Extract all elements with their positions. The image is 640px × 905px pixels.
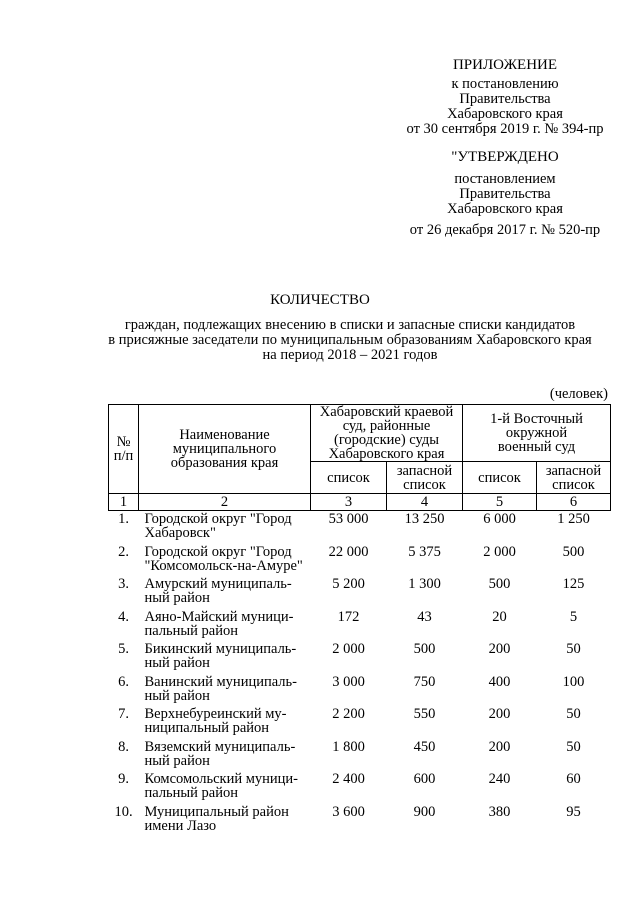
regional-reserve-value: 450 [413, 738, 436, 755]
row-number: 9. [118, 771, 129, 787]
military-list-value: 500 [488, 576, 511, 592]
regional-reserve-value: 750 [413, 673, 436, 690]
municipality-name: Аяно-Майский муници- пальный район [144, 608, 294, 639]
municipality-name: Верхнебуреинский му- ниципальный район [144, 706, 287, 736]
row-number: 2. [118, 543, 129, 560]
approved-header: "УТВЕРЖДЕНО [451, 149, 559, 165]
military-reserve-value: 50 [566, 641, 581, 657]
appendix-date: от 30 сентября 2019 г. № 394-пр [406, 121, 604, 137]
approved-line: Хабаровского края [447, 201, 563, 217]
row-number: 1. [118, 511, 129, 527]
municipality-name: Бикинский муниципаль- ный район [144, 641, 297, 671]
regional-list-value: 2 000 [332, 641, 365, 657]
column-number: 3 [311, 494, 387, 511]
military-list-value: 6 000 [483, 511, 516, 527]
regional-reserve-value: 1 300 [408, 576, 441, 592]
header-reserve: запасной список [537, 462, 611, 494]
municipality-name: Вяземский муниципаль- ный район [144, 738, 296, 769]
regional-list-value: 172 [337, 608, 360, 625]
approved-line: Правительства [459, 186, 551, 202]
regional-reserve-value: 600 [413, 771, 436, 787]
header-list: список [311, 462, 387, 494]
military-reserve-value: 50 [566, 738, 581, 755]
military-list-value: 400 [488, 673, 511, 690]
row-number: 10. [114, 803, 133, 820]
row-number: 4. [118, 608, 129, 625]
table-row [109, 772, 611, 805]
column-number: 2 [139, 494, 311, 511]
row-number: 8. [118, 738, 129, 755]
regional-reserve-value: 43 [417, 608, 432, 625]
military-list-value: 200 [488, 641, 511, 657]
military-list-value: 200 [488, 738, 511, 755]
regional-reserve-value: 13 250 [404, 511, 445, 527]
municipality-name: Городской округ "Город "Комсомольск-на-Амуре" [144, 543, 303, 574]
row-number: 7. [118, 706, 129, 722]
regional-list-value: 2 200 [332, 706, 365, 722]
military-reserve-value: 100 [562, 673, 585, 690]
subtitle-line: в присяжные заседатели по муниципальным образованиям Хабаровского края [108, 332, 592, 348]
row-number: 6. [118, 673, 129, 690]
military-reserve-value: 60 [566, 771, 581, 787]
table-row [109, 707, 611, 740]
military-reserve-value: 95 [566, 803, 581, 820]
header-list: список [463, 462, 537, 494]
table-row [109, 545, 611, 578]
appendix-line: Правительства [459, 91, 551, 107]
header-reserve: запасной список [387, 462, 463, 494]
subtitle-line: на период 2018 – 2021 годов [262, 347, 438, 363]
approved-line: постановлением [454, 171, 556, 187]
military-list-value: 20 [492, 608, 507, 625]
header-number: № п/п [109, 405, 139, 494]
military-reserve-value: 500 [562, 543, 585, 560]
regional-list-value: 53 000 [328, 511, 369, 527]
regional-list-value: 3 600 [332, 803, 365, 820]
appendix-block [395, 58, 615, 137]
juror-quota-table [108, 404, 611, 837]
municipality-name: Амурский муниципаль- ный район [144, 576, 292, 606]
column-number: 4 [387, 494, 463, 511]
appendix-header: ПРИЛОЖЕНИЕ [452, 57, 558, 73]
header-regional-court: Хабаровский краевой суд, районные (городские) суды Хабаровского края [311, 405, 463, 462]
military-list-value: 2 000 [483, 543, 516, 560]
column-number: 1 [109, 494, 139, 511]
table-row [109, 610, 611, 643]
appendix-line: Хабаровского края [447, 106, 563, 122]
appendix-line: к постановлению [451, 76, 559, 92]
military-reserve-value: 125 [562, 576, 585, 592]
table-row [109, 511, 611, 545]
document-title: КОЛИЧЕСТВО [270, 292, 370, 308]
row-number: 5. [118, 641, 129, 657]
regional-list-value: 22 000 [328, 543, 369, 560]
military-list-value: 200 [488, 706, 511, 722]
approved-block [395, 150, 615, 238]
municipality-name: Комсомольский муници- пальный район [144, 771, 299, 801]
regional-list-value: 1 800 [332, 738, 365, 755]
subtitle-line: граждан, подлежащих внесению в списки и запасные списки кандидатов [124, 317, 576, 333]
header-name: Наименование муниципального образования края [139, 405, 311, 494]
regional-list-value: 3 000 [332, 673, 365, 690]
table-row [109, 642, 611, 675]
column-number: 6 [537, 494, 611, 511]
regional-reserve-value: 5 375 [408, 543, 441, 560]
approved-date: от 26 декабря 2017 г. № 520-пр [409, 222, 601, 238]
row-number: 3. [118, 576, 129, 592]
military-reserve-value: 50 [566, 706, 581, 722]
regional-reserve-value: 500 [413, 641, 436, 657]
table-row [109, 675, 611, 708]
regional-reserve-value: 900 [413, 803, 436, 820]
header-military-court: 1-й Восточный окружной военный суд [463, 405, 611, 462]
table-row [109, 805, 611, 838]
regional-reserve-value: 550 [413, 706, 436, 722]
military-list-value: 380 [488, 803, 511, 820]
municipality-name: Городской округ "Город Хабаровск" [144, 511, 292, 541]
regional-list-value: 2 400 [332, 771, 365, 787]
unit-label: (человек) [549, 386, 608, 402]
table-row [109, 740, 611, 773]
municipality-name: Ванинский муниципаль- ный район [144, 673, 297, 704]
document-subtitle [80, 318, 620, 363]
military-reserve-value: 5 [569, 608, 578, 625]
table-row [109, 577, 611, 610]
municipality-name: Муниципальный район имени Лазо [144, 803, 289, 834]
column-number: 5 [463, 494, 537, 511]
regional-list-value: 5 200 [332, 576, 365, 592]
military-reserve-value: 1 250 [557, 511, 590, 527]
table-body [109, 511, 611, 838]
military-list-value: 240 [488, 771, 511, 787]
